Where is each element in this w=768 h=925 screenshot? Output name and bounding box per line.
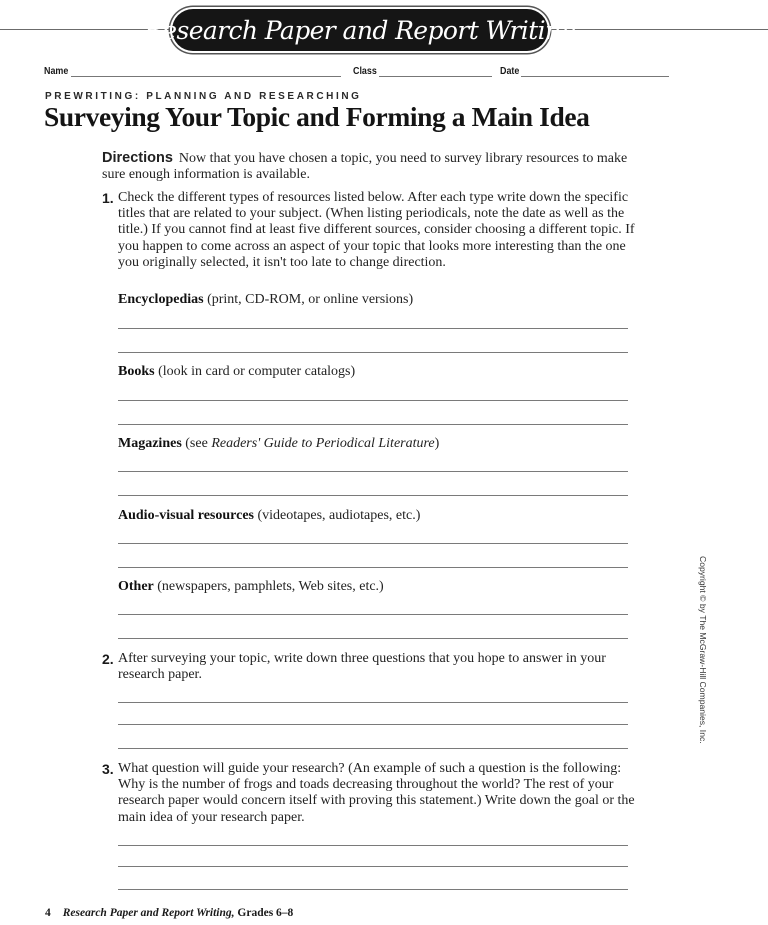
- item-1-number: 1.: [102, 190, 114, 206]
- answer-line-other-1[interactable]: [118, 614, 628, 615]
- resource-note-suffix: ): [434, 436, 440, 451]
- resource-note: (newspapers, pamphlets, Web sites, etc.): [157, 579, 384, 594]
- directions-text: Now that you have chosen a topic, you need to survey library resources to make sure enough information is available.: [102, 151, 628, 183]
- answer-line-other-2[interactable]: [118, 638, 628, 639]
- resource-note: (videotapes, audiotapes, etc.): [257, 508, 421, 523]
- answer-line-main-idea-3[interactable]: [118, 889, 628, 890]
- resource-books: [118, 364, 355, 380]
- page-title: Surveying Your Topic and Forming a Main Idea: [44, 101, 590, 132]
- name-label: Name: [44, 65, 69, 77]
- name-field[interactable]: [44, 64, 341, 77]
- answer-line-encyclopedias-1[interactable]: [118, 328, 628, 329]
- student-info-row: [44, 64, 684, 82]
- resource-label: Magazines: [118, 436, 182, 451]
- resource-note-prefix: (see: [185, 436, 212, 451]
- footer-book-title: Research Paper and Report Writing,: [62, 907, 235, 919]
- resource-label: Other: [118, 579, 154, 594]
- resource-label: Encyclopedias: [118, 292, 204, 307]
- page-footer: [45, 907, 293, 919]
- date-field[interactable]: [500, 64, 669, 77]
- answer-line-main-idea-1[interactable]: [118, 845, 628, 846]
- class-input-line[interactable]: [379, 64, 492, 77]
- name-input-line[interactable]: [71, 64, 341, 77]
- answer-line-books-2[interactable]: [118, 424, 628, 425]
- resource-note-italic: Readers' Guide to Periodical Literature: [211, 436, 435, 451]
- item-2-text: After surveying your topic, write down three questions that you hope to answer in your research paper.: [118, 651, 606, 683]
- answer-line-magazines-1[interactable]: [118, 471, 628, 472]
- answer-line-audio-visual-1[interactable]: [118, 543, 628, 544]
- resource-audio-visual: [118, 508, 420, 524]
- resource-label: Audio-visual resources: [118, 508, 254, 523]
- item-2-number: 2.: [102, 651, 114, 667]
- answer-line-magazines-2[interactable]: [118, 495, 628, 496]
- date-label: Date: [500, 65, 520, 77]
- item-3-number: 3.: [102, 761, 114, 777]
- answer-line-questions-2[interactable]: [118, 724, 628, 725]
- resource-note: (look in card or computer catalogs): [158, 364, 356, 379]
- footer-grades: Grades 6–8: [237, 907, 294, 919]
- copyright-notice: Copyright © by The McGraw-Hill Companies, Inc.: [698, 556, 708, 744]
- date-input-line[interactable]: [521, 64, 669, 77]
- answer-line-audio-visual-2[interactable]: [118, 567, 628, 568]
- series-banner: [144, 9, 576, 51]
- class-field[interactable]: [353, 64, 492, 77]
- answer-line-encyclopedias-2[interactable]: [118, 352, 628, 353]
- answer-line-main-idea-2[interactable]: [118, 866, 628, 867]
- item-1-text: Check the different types of resources listed below. After each type write down the specific titles that are related to your subject. (When listing periodicals, note the date as well as the title.) If you cannot find at least five different sources, consider choosing a different topic. If you happen to come across an aspect of your topic that looks more interesting than the one you originally selected, it isn't too late to change direction.: [118, 190, 635, 270]
- answer-line-questions-1[interactable]: [118, 702, 628, 703]
- answer-line-questions-3[interactable]: [118, 748, 628, 749]
- directions-label: Directions: [102, 150, 173, 166]
- resource-encyclopedias: [118, 292, 413, 308]
- resource-other: [118, 579, 384, 595]
- section-eyebrow: PREWRITING: PLANNING AND RESEARCHING: [45, 91, 362, 102]
- item-3-text: What question will guide your research? (An example of such a question is the following: Why is the number of frogs and toads decreasing throughout the world? The rest of your research paper would concern itself with proving this statement.) Write down the goal or the main idea of your research paper.: [118, 761, 635, 825]
- class-label: Class: [353, 65, 377, 77]
- page-number: 4: [45, 907, 51, 919]
- resource-label: Books: [118, 364, 155, 379]
- banner-title: Research Paper and Report Writing: [144, 15, 576, 45]
- resource-magazines: [118, 436, 439, 452]
- directions: [102, 150, 642, 183]
- answer-line-books-1[interactable]: [118, 400, 628, 401]
- resource-note: (print, CD-ROM, or online versions): [207, 292, 414, 307]
